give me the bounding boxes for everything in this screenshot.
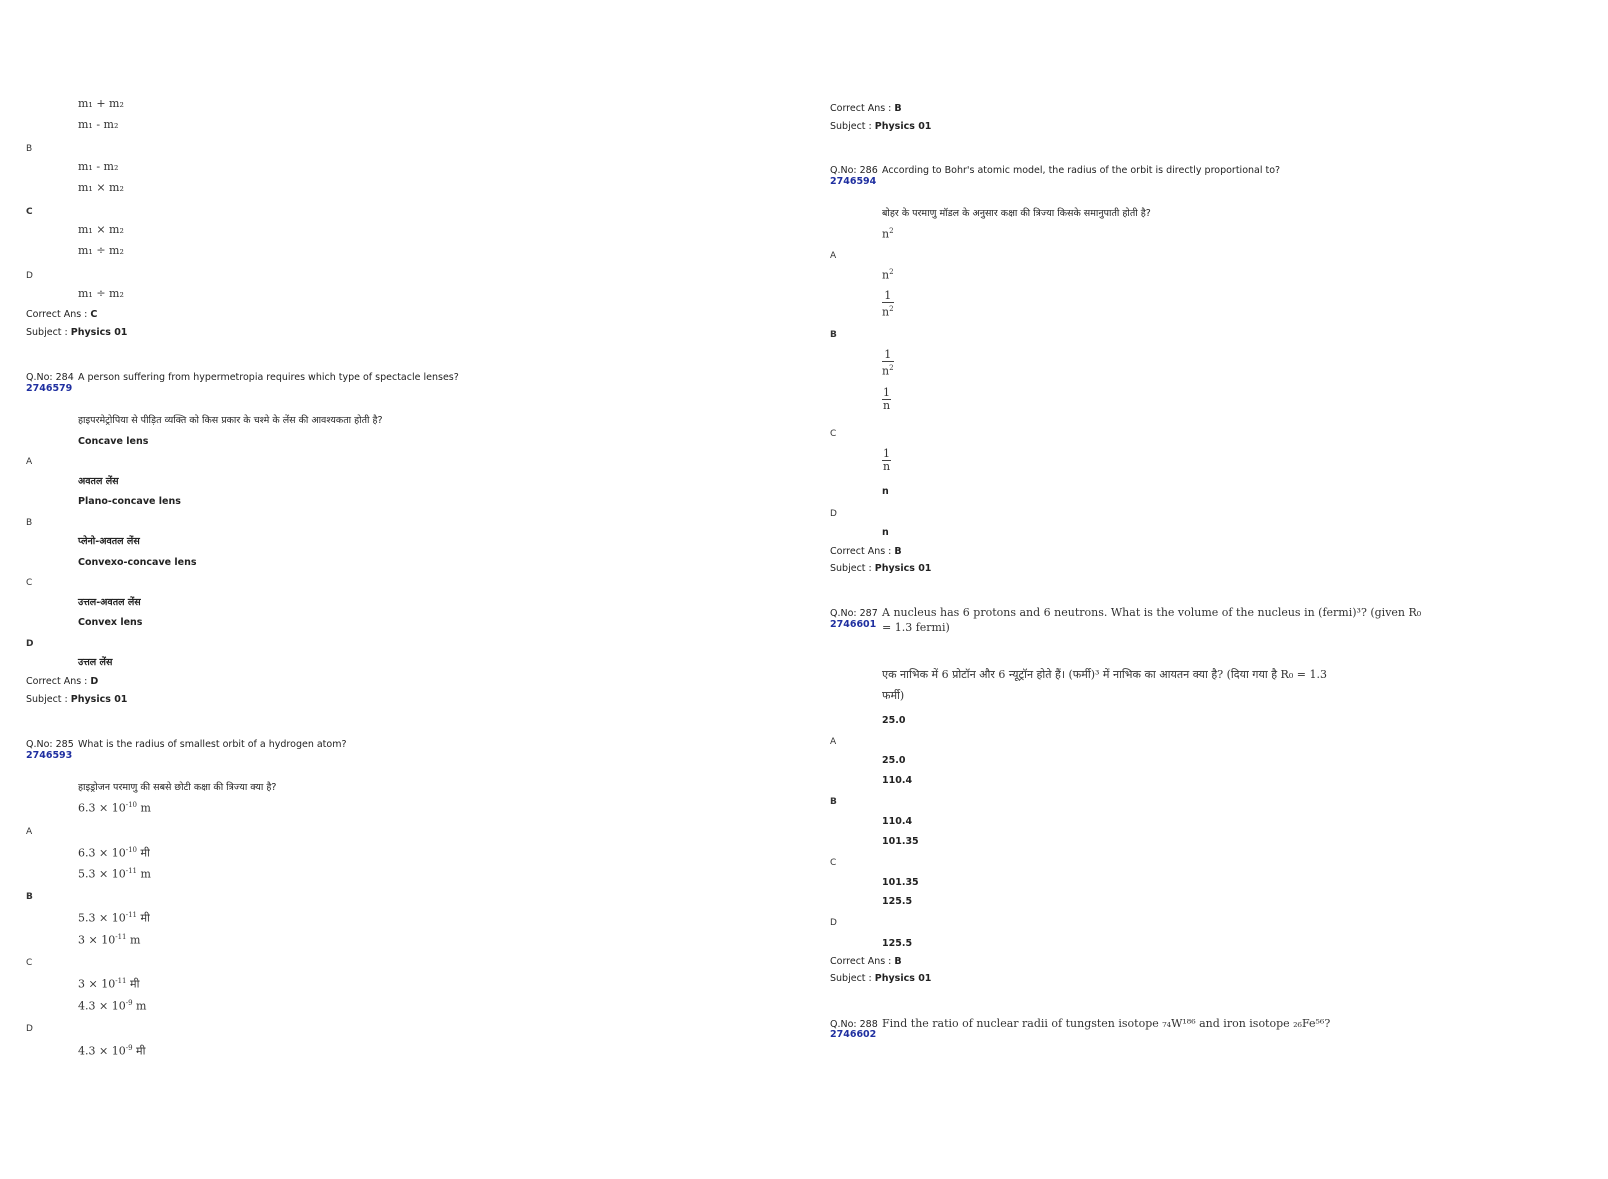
question-id: 2746602 bbox=[830, 1029, 877, 1040]
option-c-english: $\frac{1}{n}$ bbox=[882, 386, 891, 412]
option-label-b: B bbox=[26, 518, 33, 528]
option-d-english: 125.5 bbox=[882, 896, 913, 907]
subject-line: Subject : Physics 01 bbox=[830, 563, 932, 574]
option-a-english: $n^2$ bbox=[882, 227, 894, 241]
correct-answer: Correct Ans : B bbox=[830, 956, 902, 967]
option-b-hindi: 110.4 bbox=[882, 816, 913, 827]
option-c-english: $3 \times 10^{-11}$ m bbox=[78, 933, 141, 947]
option-label-d: D bbox=[26, 639, 34, 649]
option-b-hindi: प्लेनो-अवतल लेंस bbox=[78, 536, 140, 547]
option-c-hindi: $\frac{1}{n}$ bbox=[882, 447, 891, 473]
option-label-c: C bbox=[26, 207, 33, 217]
option-c-english: 101.35 bbox=[882, 836, 919, 847]
question-text-hindi: हाइपरमेट्रोपिया से पीड़ित व्यक्ति को किस प्रकार के चश्मे के लेंस की आवश्यकता होती है? bbox=[78, 415, 383, 426]
option-d-english: n bbox=[882, 486, 889, 497]
option-label-d: D bbox=[26, 271, 33, 281]
question-text-hindi: हाइड्रोजन परमाणु की सबसे छोटी कक्षा की त्रिज्या क्या है? bbox=[78, 782, 277, 793]
option-a-hindi: $n^2$ bbox=[882, 268, 894, 282]
question-id: 2746593 bbox=[26, 750, 73, 761]
option-c-hindi: 101.35 bbox=[882, 877, 919, 888]
question-text-hindi: बोहर के परमाणु मॉडल के अनुसार कक्षा की त्रिज्या किसके समानुपाती होती है? bbox=[882, 208, 1151, 219]
question-id: 2746601 bbox=[830, 619, 877, 630]
option-c-english: m₁ × m₂ bbox=[78, 181, 124, 194]
option-b-english: Plano-concave lens bbox=[78, 496, 181, 507]
question-text-english-cont: = 1.3 fermi) bbox=[882, 621, 950, 634]
question-number: Q.No: 287 bbox=[830, 608, 878, 619]
option-label-c: C bbox=[26, 958, 33, 968]
option-b-hindi: $\frac{1}{n^2}$ bbox=[882, 348, 894, 378]
option-b-english: m₁ - m₂ bbox=[78, 118, 119, 131]
option-b-hindi: m₁ - m₂ bbox=[78, 160, 119, 173]
option-label-c: C bbox=[830, 429, 837, 439]
option-label-d: D bbox=[830, 509, 837, 519]
option-label-a: A bbox=[830, 251, 837, 261]
option-label-a: A bbox=[26, 457, 33, 467]
option-a-hindi: $6.3 \times 10^{-10}$ मी bbox=[78, 846, 150, 860]
subject-line: Subject : Physics 01 bbox=[26, 327, 128, 338]
question-number: Q.No: 285 bbox=[26, 739, 74, 750]
option-label-d: D bbox=[26, 1024, 33, 1034]
correct-answer: Correct Ans : C bbox=[26, 309, 98, 320]
correct-answer: Correct Ans : B bbox=[830, 546, 902, 557]
question-text-english: Find the ratio of nuclear radii of tungsten isotope ₇₄W¹⁸⁶ and iron isotope ₂₆Fe⁵⁶? bbox=[882, 1017, 1331, 1030]
question-text-hindi: एक नाभिक में 6 प्रोटॉन और 6 न्यूट्रॉन होते हैं। (फर्मी)³ में नाभिक का आयतन क्या है? (दिया गया है R₀ = 1.3 bbox=[882, 668, 1327, 681]
option-c-hindi: उत्तल-अवतल लेंस bbox=[78, 597, 141, 608]
question-id: 2746594 bbox=[830, 176, 877, 187]
option-label-d: D bbox=[830, 918, 837, 928]
correct-answer: Correct Ans : D bbox=[26, 676, 99, 687]
option-a-hindi: m₁ + m₂ bbox=[78, 97, 124, 110]
option-d-hindi: उत्तल लेंस bbox=[78, 657, 113, 668]
option-label-b: B bbox=[26, 892, 33, 902]
option-b-english: 110.4 bbox=[882, 775, 913, 786]
option-d-english: Convex lens bbox=[78, 617, 143, 628]
option-d-english: $4.3 \times 10^{-9}$ m bbox=[78, 999, 147, 1013]
option-label-a: A bbox=[26, 827, 33, 837]
option-label-a: A bbox=[830, 737, 837, 747]
option-label-c: C bbox=[830, 858, 837, 868]
option-label-c: C bbox=[26, 578, 33, 588]
option-a-english: 25.0 bbox=[882, 715, 906, 726]
subject-line: Subject : Physics 01 bbox=[830, 121, 932, 132]
option-d-hindi: $4.3 \times 10^{-9}$ मी bbox=[78, 1044, 146, 1058]
option-label-b: B bbox=[830, 797, 837, 807]
option-c-english: Convexo-concave lens bbox=[78, 557, 197, 568]
option-b-hindi: $5.3 \times 10^{-11}$ मी bbox=[78, 911, 150, 925]
option-a-english: Concave lens bbox=[78, 436, 149, 447]
question-text-english: According to Bohr's atomic model, the radius of the orbit is directly proportional to? bbox=[882, 165, 1281, 176]
question-number: Q.No: 284 bbox=[26, 372, 74, 383]
correct-answer: Correct Ans : B bbox=[830, 103, 902, 114]
option-d-hindi: n bbox=[882, 527, 889, 538]
subject-line: Subject : Physics 01 bbox=[26, 694, 128, 705]
option-d-hindi: m₁ ÷ m₂ bbox=[78, 287, 124, 300]
question-text-english: A nucleus has 6 protons and 6 neutrons. What is the volume of the nucleus in (fermi)³? (given R₀ bbox=[882, 606, 1422, 619]
option-label-b: B bbox=[26, 144, 33, 154]
option-a-english: $6.3 \times 10^{-10}$ m bbox=[78, 801, 151, 815]
option-d-hindi: 125.5 bbox=[882, 938, 913, 949]
option-c-hindi: m₁ × m₂ bbox=[78, 223, 124, 236]
option-b-english: $\frac{1}{n^2}$ bbox=[882, 289, 894, 319]
subject-line: Subject : Physics 01 bbox=[830, 973, 932, 984]
option-d-english: m₁ ÷ m₂ bbox=[78, 244, 124, 257]
option-label-b: B bbox=[830, 330, 837, 340]
option-c-hindi: $3 \times 10^{-11}$ मी bbox=[78, 977, 140, 991]
option-a-hindi: 25.0 bbox=[882, 755, 906, 766]
question-text-hindi-cont: फर्मी) bbox=[882, 689, 905, 702]
question-id: 2746579 bbox=[26, 383, 73, 394]
option-a-hindi: अवतल लेंस bbox=[78, 476, 119, 487]
question-text-english: A person suffering from hypermetropia requires which type of spectacle lenses? bbox=[78, 372, 459, 383]
question-number: Q.No: 288 bbox=[830, 1019, 878, 1030]
question-number: Q.No: 286 bbox=[830, 165, 878, 176]
option-b-english: $5.3 \times 10^{-11}$ m bbox=[78, 867, 151, 881]
question-text-english: What is the radius of smallest orbit of a hydrogen atom? bbox=[78, 739, 347, 750]
